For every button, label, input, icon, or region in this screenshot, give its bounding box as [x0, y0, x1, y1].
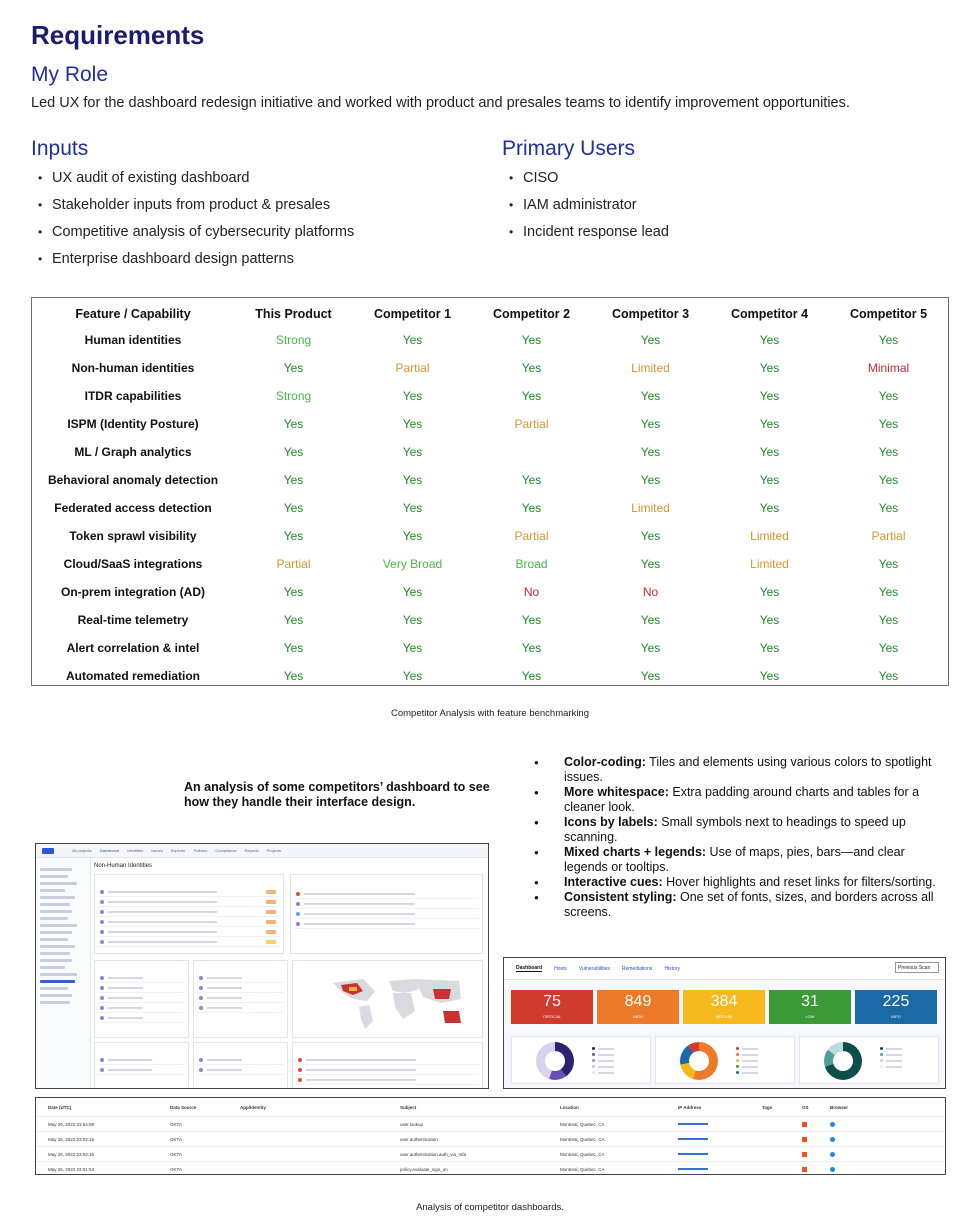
- table-cell: No: [523, 585, 540, 599]
- dashboard-title: Non-Human Identities: [94, 863, 153, 869]
- table-cell: [678, 1122, 762, 1127]
- table-cell: Yes: [521, 389, 542, 403]
- logo-icon: [42, 848, 54, 854]
- table-cell: [830, 1151, 920, 1156]
- feature-name: Cloud/SaaS integrations: [63, 557, 203, 571]
- table-cell: Yes: [759, 473, 780, 487]
- table-cell: [802, 1151, 830, 1156]
- list-item: • IAM administrator: [502, 192, 669, 219]
- table-row: [32, 494, 948, 522]
- table-cell: Partial: [276, 557, 311, 571]
- column-header: Subject: [400, 1104, 417, 1110]
- map-panel: [292, 960, 483, 1038]
- inputs-list: [31, 165, 354, 273]
- donut-chart: [680, 1042, 718, 1080]
- table-cell: Yes: [759, 669, 780, 683]
- table-row: [32, 606, 948, 634]
- table-cell: Yes: [640, 669, 661, 683]
- table-cell: Yes: [878, 669, 899, 683]
- table-cell: Minimal: [867, 361, 910, 375]
- table-cell: Yes: [878, 641, 899, 655]
- competitor-dashboard-1: [35, 843, 489, 1089]
- list-item: • Stakeholder inputs from product & presales: [31, 192, 354, 219]
- table-cell: Yes: [402, 585, 423, 599]
- table-cell: user.authentication: [400, 1136, 438, 1142]
- table-cell: Montreal, Quebec, CA: [560, 1121, 605, 1127]
- column-header: Location: [560, 1104, 579, 1110]
- table-cell: Yes: [283, 529, 304, 543]
- table-cell: Montreal, Quebec, CA: [560, 1166, 605, 1172]
- tab-vulnerabilities[interactable]: Vulnerabilities: [578, 965, 610, 972]
- table-cell: May 25, 2022 23:02:15: [48, 1136, 95, 1142]
- comparison-table: [31, 297, 949, 686]
- feature-name: Automated remediation: [65, 669, 200, 683]
- finding-text: Hover highlights and reset links for filters/sorting.: [662, 875, 936, 889]
- table-row: [32, 410, 948, 438]
- my-role-text: Led UX for the dashboard redesign initiative and worked with product and presales teams to identify improvement opportunities.: [31, 95, 850, 111]
- competitor-dashboard-2: [503, 957, 946, 1089]
- table-row: [32, 550, 948, 578]
- table-cell: Very Broad: [382, 557, 443, 571]
- table-cell: Partial: [514, 529, 549, 543]
- table-row[interactable]: [36, 1147, 945, 1162]
- table-cell: Yes: [640, 445, 661, 459]
- severity-tile[interactable]: [511, 990, 593, 1024]
- nav-item[interactable]: Compliance: [215, 848, 237, 853]
- table-row: [32, 326, 948, 354]
- column-header: Competitor 4: [730, 307, 809, 321]
- table-cell: Yes: [283, 361, 304, 375]
- table-cell: Yes: [759, 641, 780, 655]
- table-cell: Yes: [878, 501, 899, 515]
- table-cell: Yes: [521, 641, 542, 655]
- list-item: • Incident response lead: [502, 219, 669, 246]
- list-item: • CISO: [502, 165, 669, 192]
- column-header: Competitor 3: [611, 307, 690, 321]
- table-row: [32, 438, 948, 466]
- table-row: [32, 662, 948, 690]
- table-cell: Yes: [640, 557, 661, 571]
- column-header: This Product: [255, 307, 332, 321]
- finding-text: Extra padding around charts and tables for a cleaner look.: [564, 785, 920, 814]
- table-cell: user.lookup: [400, 1121, 424, 1127]
- tab-bar: [504, 958, 945, 980]
- finding-label: Interactive cues:: [564, 875, 663, 889]
- list-item: [528, 785, 948, 815]
- tile-value: 75: [543, 993, 561, 1010]
- table-row: [32, 382, 948, 410]
- table-cell: Yes: [521, 473, 542, 487]
- my-role-heading: My Role: [31, 63, 109, 86]
- table-cell: Montreal, Quebec, CA: [560, 1136, 605, 1142]
- table-cell: Yes: [640, 333, 661, 347]
- table-cell: Yes: [640, 417, 661, 431]
- table-cell: No: [642, 585, 659, 599]
- tab-hosts[interactable]: Hosts: [554, 965, 567, 972]
- feature-name: Federated access detection: [54, 501, 212, 515]
- table-row: [32, 466, 948, 494]
- table-cell: [678, 1137, 762, 1142]
- table-cell: Yes: [402, 501, 423, 515]
- table-cell: Yes: [640, 389, 661, 403]
- feature-name: Alert correlation & intel: [66, 641, 200, 655]
- finding-label: Mixed charts + legends:: [564, 845, 707, 859]
- table-cell: Montreal, Quebec, CA: [560, 1151, 605, 1157]
- table-cell: [830, 1121, 920, 1126]
- dashboards-caption: Analysis of competitor dashboards.: [416, 1202, 564, 1213]
- table-cell: OKTA: [170, 1121, 182, 1127]
- nav-item[interactable]: Issues: [151, 848, 163, 853]
- issues-panel: [94, 874, 284, 954]
- competitor-dashboard-3: [35, 1097, 946, 1175]
- table-cell: [802, 1166, 830, 1171]
- table-cell: Yes: [878, 585, 899, 599]
- table-cell: Yes: [640, 613, 661, 627]
- table-cell: May 25, 2022 23:02:15: [48, 1151, 95, 1157]
- nav-item[interactable]: All projects: [72, 848, 92, 853]
- tile-value: 384: [710, 993, 738, 1010]
- list-item: [528, 875, 948, 890]
- feature-name: Human identities: [84, 333, 182, 347]
- donut-chart: [824, 1042, 862, 1080]
- table-cell: Yes: [759, 333, 780, 347]
- access-keys-panel: [193, 1042, 288, 1089]
- table-cell: Yes: [759, 501, 780, 515]
- table-cell: Yes: [402, 641, 423, 655]
- list-item: [528, 815, 948, 845]
- table-cell: Yes: [759, 417, 780, 431]
- table-row[interactable]: [36, 1162, 945, 1175]
- feature-name: ITDR capabilities: [84, 389, 182, 403]
- column-header: App/Identity: [240, 1104, 266, 1110]
- table-cell: Yes: [759, 389, 780, 403]
- table-cell: Broad: [515, 557, 548, 571]
- table-cell: Yes: [878, 613, 899, 627]
- table-cell: [472, 438, 591, 466]
- table-cell: [830, 1166, 920, 1171]
- tile-label: HIGH: [633, 1014, 643, 1019]
- column-header: Competitor 1: [373, 307, 452, 321]
- tile-value: 849: [624, 993, 652, 1010]
- list-item: [528, 890, 948, 920]
- column-header: Browser: [830, 1104, 849, 1110]
- list-item: • Enterprise dashboard design patterns: [31, 246, 354, 273]
- table-cell: Yes: [402, 417, 423, 431]
- table-cell: Limited: [750, 529, 789, 543]
- feature-name: ISPM (Identity Posture): [67, 417, 199, 431]
- nav-item[interactable]: Identities: [127, 848, 144, 853]
- vendors-panel: [290, 874, 483, 954]
- table-row[interactable]: [36, 1132, 945, 1147]
- sensitive-data-panel: [94, 1042, 189, 1089]
- column-header: Competitor 5: [849, 307, 928, 321]
- table-cell: Yes: [878, 557, 899, 571]
- nav-item[interactable]: Dashboard: [99, 848, 120, 853]
- table-cell: Yes: [521, 361, 542, 375]
- table-cell: Yes: [402, 613, 423, 627]
- table-cell: Yes: [878, 473, 899, 487]
- table-row[interactable]: [36, 1117, 945, 1132]
- table-cell: Yes: [283, 585, 304, 599]
- tile-label: INFO: [891, 1014, 901, 1019]
- table-cell: [802, 1136, 830, 1141]
- top-nav: [36, 844, 488, 858]
- primary-users-heading: Primary Users: [502, 137, 636, 160]
- table-row: [32, 578, 948, 606]
- nav-item[interactable]: Reports: [244, 848, 259, 853]
- nav-item[interactable]: Policies: [193, 848, 208, 853]
- table-cell: [830, 1136, 920, 1141]
- table-cell: [802, 1121, 830, 1126]
- table-row: [32, 634, 948, 662]
- sidebar: [36, 858, 91, 1089]
- table-cell: Yes: [759, 613, 780, 627]
- feature-name: Token sprawl visibility: [69, 529, 197, 543]
- table-cell: Limited: [750, 557, 789, 571]
- list-item: • Competitive analysis of cybersecurity platforms: [31, 219, 354, 246]
- table-cell: Yes: [283, 669, 304, 683]
- table-cell: OKTA: [170, 1136, 182, 1142]
- findings-list: [528, 755, 948, 920]
- auth-chart-card: [799, 1036, 939, 1084]
- tile-value: 31: [801, 993, 819, 1010]
- donut-chart: [536, 1042, 574, 1080]
- severity-tile[interactable]: [769, 990, 851, 1024]
- severity-tile[interactable]: [683, 990, 765, 1024]
- tile-label: LOW: [805, 1014, 815, 1019]
- list-item: [528, 755, 948, 785]
- column-header: IP Address: [678, 1104, 702, 1110]
- risk-panel: [193, 960, 288, 1038]
- table-cell: Yes: [283, 641, 304, 655]
- table-cell: Yes: [878, 389, 899, 403]
- severity-tiles: [511, 990, 937, 1024]
- table-cell: Yes: [283, 445, 304, 459]
- table-cell: user.authentication.auth_via_mfa: [400, 1151, 467, 1157]
- table-cell: [678, 1152, 762, 1157]
- table-cell: Yes: [402, 333, 423, 347]
- table-cell: Partial: [395, 361, 430, 375]
- table-cell: Yes: [402, 445, 423, 459]
- column-header: OS: [802, 1104, 809, 1110]
- table-cell: Yes: [878, 445, 899, 459]
- table-cell: Yes: [402, 669, 423, 683]
- table-cell: Yes: [640, 473, 661, 487]
- tile-value: 225: [882, 993, 910, 1010]
- finding-label: Icons by labels:: [564, 815, 658, 829]
- table-cell: Yes: [283, 473, 304, 487]
- table-cell: Yes: [878, 417, 899, 431]
- scan-select[interactable]: Previous Scan: [895, 962, 939, 973]
- severity-tile[interactable]: [855, 990, 937, 1024]
- table-cell: Yes: [521, 669, 542, 683]
- table-row: [32, 522, 948, 550]
- risky-accounts-panel: [94, 960, 189, 1038]
- finding-text: Use of maps, pies, bars—and clear legends or tooltips.: [564, 845, 905, 874]
- tab-dashboard[interactable]: Dashboard: [516, 965, 543, 971]
- table-cell: OKTA: [170, 1151, 182, 1157]
- list-item: • UX audit of existing dashboard: [31, 165, 354, 192]
- table-cell: Yes: [521, 333, 542, 347]
- table-cell: Strong: [275, 333, 312, 347]
- feature-name: Non-human identities: [71, 361, 195, 375]
- feature-name: Real-time telemetry: [77, 613, 189, 627]
- list-item: [528, 845, 948, 875]
- table-cell: Yes: [521, 613, 542, 627]
- table-cell: Yes: [759, 585, 780, 599]
- finding-label: Color-coding:: [564, 755, 646, 769]
- table-cell: Yes: [759, 361, 780, 375]
- table-cell: OKTA: [170, 1166, 182, 1172]
- table-row: [32, 354, 948, 382]
- table-cell: Strong: [275, 389, 312, 403]
- feature-name: ML / Graph analytics: [74, 445, 192, 459]
- table-cell: policy.evaluate_sign_on: [400, 1166, 448, 1172]
- table-cell: Yes: [521, 501, 542, 515]
- primary-users-list: [502, 165, 669, 246]
- table-cell: Yes: [402, 473, 423, 487]
- table-cell: Yes: [283, 417, 304, 431]
- nav-item[interactable]: Explorer: [170, 848, 186, 853]
- table-header: [36, 1098, 945, 1117]
- table-cell: Yes: [759, 445, 780, 459]
- vuln-chart-card: [655, 1036, 795, 1084]
- table-caption: Competitor Analysis with feature benchmarking: [390, 708, 589, 719]
- tile-label: MEDIUM: [715, 1014, 733, 1019]
- table-cell: [678, 1167, 762, 1172]
- finding-text: Tiles and elements using various colors to spotlight issues.: [564, 755, 932, 784]
- column-header: Data Source: [170, 1104, 197, 1110]
- finding-text: Small symbols next to headings to speed up scanning.: [564, 815, 906, 844]
- table-cell: Yes: [878, 333, 899, 347]
- feature-name: On-prem integration (AD): [61, 585, 205, 599]
- table-cell: Partial: [871, 529, 906, 543]
- column-header: Date (UTC): [48, 1104, 72, 1110]
- table-cell: May 26, 2022 23:54:08: [48, 1121, 95, 1127]
- nav-item[interactable]: Projects: [266, 848, 282, 853]
- finding-text: One set of fonts, sizes, and borders across all screens.: [564, 890, 934, 919]
- column-header: Competitor 2: [492, 307, 571, 321]
- table-cell: Yes: [283, 613, 304, 627]
- tab-history[interactable]: History: [664, 965, 680, 972]
- tab-remediations[interactable]: Remediations: [621, 965, 653, 972]
- finding-label: More whitespace:: [564, 785, 669, 799]
- page-title: Requirements: [31, 20, 205, 50]
- table-cell: Yes: [283, 501, 304, 515]
- world-map: [323, 971, 473, 1033]
- table-cell: Yes: [402, 529, 423, 543]
- table-cell: Limited: [631, 501, 670, 515]
- inputs-heading: Inputs: [31, 137, 89, 160]
- table-cell: Yes: [640, 641, 661, 655]
- column-header: Feature / Capability: [75, 307, 191, 321]
- os-chart-card: [511, 1036, 651, 1084]
- table-cell: May 25, 2022 23:01:53: [48, 1166, 95, 1172]
- analysis-heading: An analysis of some competitors’ dashboard to see how they handle their interface design.: [184, 780, 490, 809]
- table-cell: Yes: [640, 529, 661, 543]
- finding-label: Consistent styling:: [564, 890, 677, 904]
- lateral-movement-panel: [292, 1042, 483, 1089]
- column-header: Tags: [762, 1104, 773, 1110]
- feature-name: Behavioral anomaly detection: [47, 473, 219, 487]
- severity-tile[interactable]: [597, 990, 679, 1024]
- tile-label: CRITICAL: [542, 1014, 562, 1019]
- table-cell: Partial: [514, 417, 549, 431]
- table-cell: Limited: [631, 361, 670, 375]
- table-cell: Yes: [402, 389, 423, 403]
